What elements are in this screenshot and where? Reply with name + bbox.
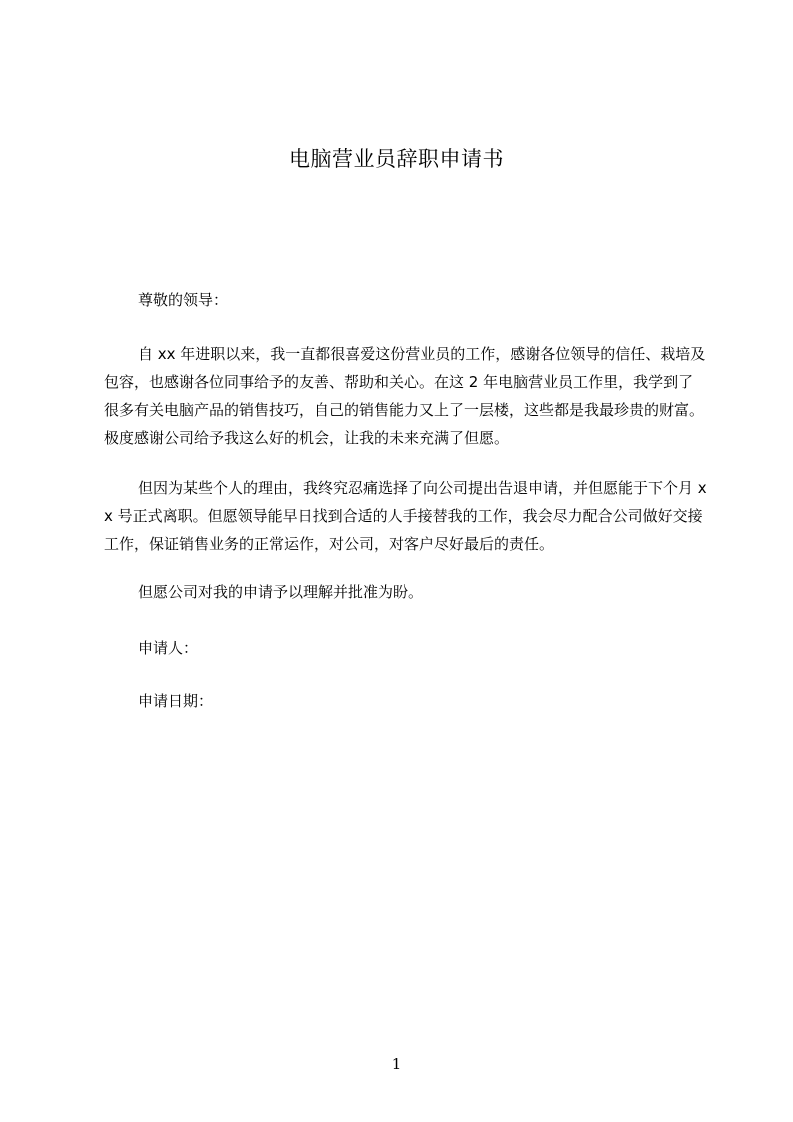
page-number: 1 <box>391 1055 402 1073</box>
application-date-label: 申请日期： <box>138 692 214 710</box>
body-paragraph-1: 自 xx 年进职以来，我一直都很喜爱这份营业员的工作，感谢各位领导的信任、栽培及包容，也感谢各位同事给予的友善、帮助和关心。在这 2 年电脑营业员工作里，我学到了很多有关电脑产品的销售技巧，自己的销售能力又上了一层楼，这些都是我最珍贵的财富。极度感谢公司给予我这么好的机会，让我的未来充满了但愿。 <box>104 345 706 447</box>
applicant-label: 申请人： <box>138 639 199 657</box>
salutation: 尊敬的领导： <box>138 291 229 309</box>
body-paragraph-2: 但因为某些个人的理由，我终究忍痛选择了向公司提出告退申请，并但愿能于下个月 xx 号正式离职。但愿领导能早日找到合适的人手接替我的工作，我会尽力配合公司做好交接工作，保证销售业务的正常运作，对公司，对客户尽好最后的责任。 <box>104 479 707 553</box>
document-title: 电脑营业员辞职申请书 <box>289 147 504 171</box>
closing-line: 但愿公司对我的申请予以理解并批准为盼。 <box>138 583 424 601</box>
